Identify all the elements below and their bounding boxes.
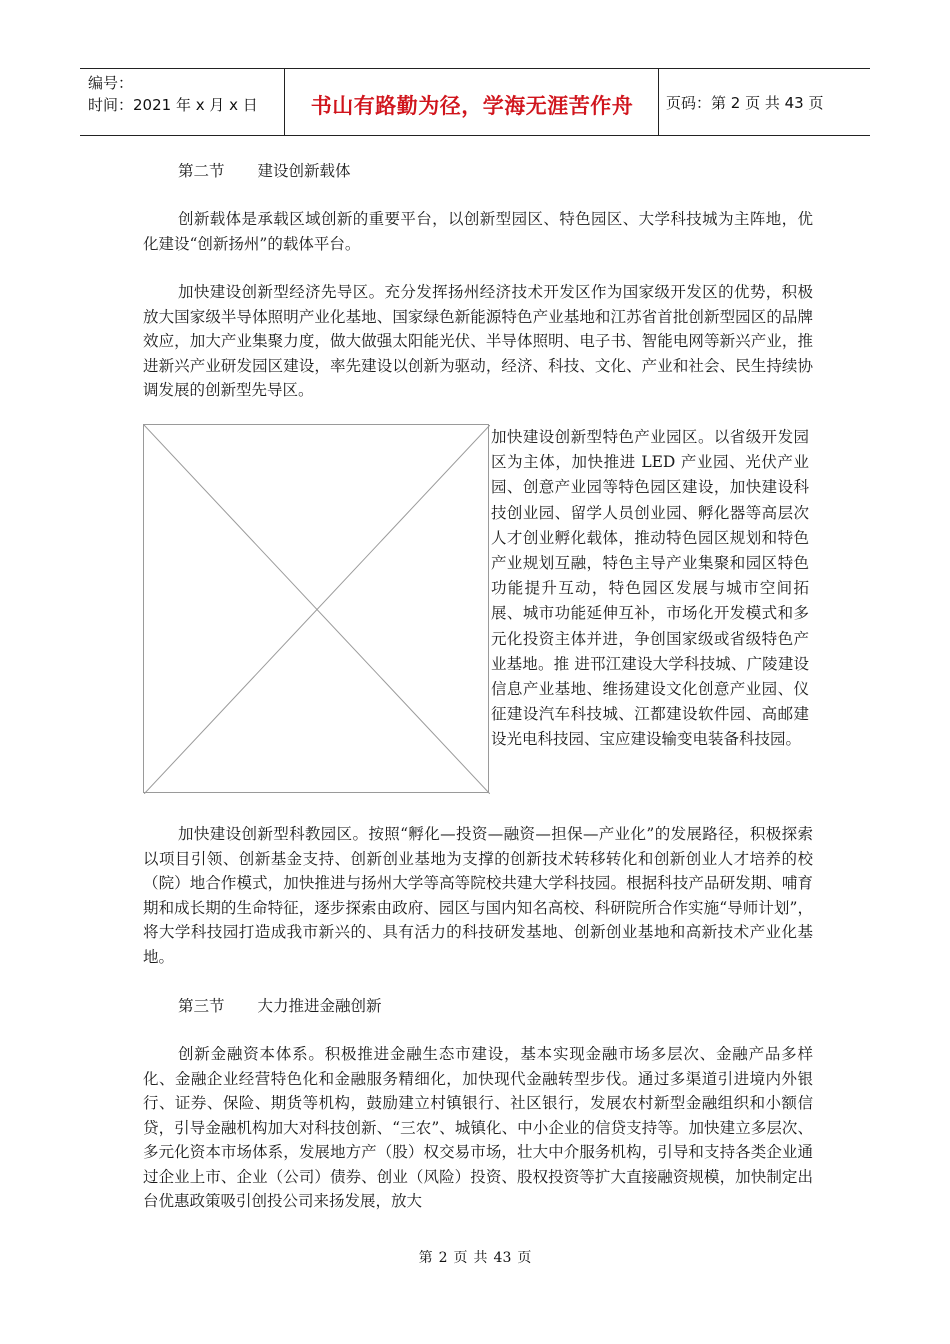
paragraph-beside-image: 加快建设创新型特色产业园区。以省级开发园区为主体，加快推进 LED 产业园、光伏产业园、创意产业园等特色园区建设，加快建设科技创业园、留学人员创业园、孵化器等高层次人才创业孵化载体，推动特色园区规划和特色产业规划互融，特色主导产业集聚和园区特色功能提升互动，特色园区发展与城市空间拓展、城市功能延伸互补，市场化开发模式和多元化投资主体并进，争创国家级或省级特色产业基地。推 进邗江建设大学科技城、广陵建设信息产业基地、维扬建设文化创意产业园、仪征建设汽车科技城、江都建设软件园、高邮建设光电科技园、宝应建设输变电装备科技园。 (491, 428, 809, 749)
header-meta (88, 72, 288, 116)
placeholder-cross-icon (144, 425, 490, 794)
footer-ye: 页 (453, 1250, 468, 1266)
header-page-info: 页码：第 2 页 共 43 页 (666, 94, 824, 112)
header-bottom-rule (80, 135, 870, 136)
header-motto: 书山有路勤为径，学海无涯苦作舟 (310, 94, 634, 118)
page-footer (0, 1247, 950, 1267)
header-top-rule (80, 68, 870, 69)
paragraph: 创新载体是承载区域创新的重要平台，以创新型园区、特色园区、大学科技城为主阵地，优化建设“创新扬州”的载体平台。 (143, 210, 813, 253)
footer-page-number: 2 (438, 1250, 448, 1266)
section-heading-3 (178, 994, 382, 1018)
section-heading-2 (178, 159, 351, 183)
paragraph: 创新金融资本体系。积极推进金融生态市建设，基本实现金融市场多层次、金融产品多样化、金融企业经营特色化和金融服务精细化，加快现代金融转型步伐。通过多渠道引进境内外银行、证券、保险、期货等机构，鼓励建立村镇银行、社区银行，发展农村新型金融组织和小额信贷，引导金融机构加大对科技创新、“三农”、城镇化、中小企业的信贷支持等。加快建立多层次、多元化资本市场体系，发展地方产（股）权交易市场，壮大中介服务机构，引导和支持各类企业通过企业上市、企业（公司）债券、创业（风险）投资、股权投资等扩大直接融资规模，加快制定出台优惠政策吸引创投公司来扬发展，放大 (143, 1045, 813, 1210)
footer-di: 第 (418, 1250, 433, 1266)
header-divider-2 (658, 68, 659, 136)
paragraph: 加快建设创新型科教园区。按照“孵化—投资—融资—担保—产业化”的发展路径，积极探索以项目引领、创新基金支持、创新创业基地为支撑的创新技术转移转化和创新创业人才培养的校（院）地合作模式，加快推进与扬州大学等高等院校共建大学科技园。根据科技产品研发期、哺育期和成长期的生命特征，逐步探索由政府、园区与国内知名高校、科研院所合作实施“导师计划”，将大学科技园打造成我市新兴的、具有活力的科技研发基地、创新创业基地和高新技术产业化基地。 (143, 825, 813, 966)
section-title: 大力推进金融创新 (257, 997, 382, 1015)
section-title: 建设创新载体 (257, 162, 351, 180)
footer-total-pages: 43 (493, 1250, 512, 1266)
footer-ye: 页 (517, 1250, 532, 1266)
image-placeholder (143, 424, 489, 793)
footer-gong: 共 (473, 1250, 488, 1266)
paragraph: 加快建设创新型经济先导区。充分发挥扬州经济技术开发区作为国家级开发区的优势，积极放大国家级半导体照明产业化基地、国家绿色新能源特色产业基地和江苏省首批创新型园区的品牌效应，加大产业集聚力度，做大做强太阳能光伏、半导体照明、电子书、智能电网等新兴产业，推进新兴产业研发园区建设，率先建设以创新为驱动，经济、科技、文化、产业和社会、民生持续协调发展的创新型先导区。 (143, 283, 813, 399)
document-time-label: 时间：2021 年 x 月 x 日 (88, 96, 258, 114)
section-number: 第二节 (178, 162, 225, 180)
document-number-label: 编号： (88, 74, 134, 92)
section-number: 第三节 (178, 997, 225, 1015)
page-header (80, 68, 870, 136)
